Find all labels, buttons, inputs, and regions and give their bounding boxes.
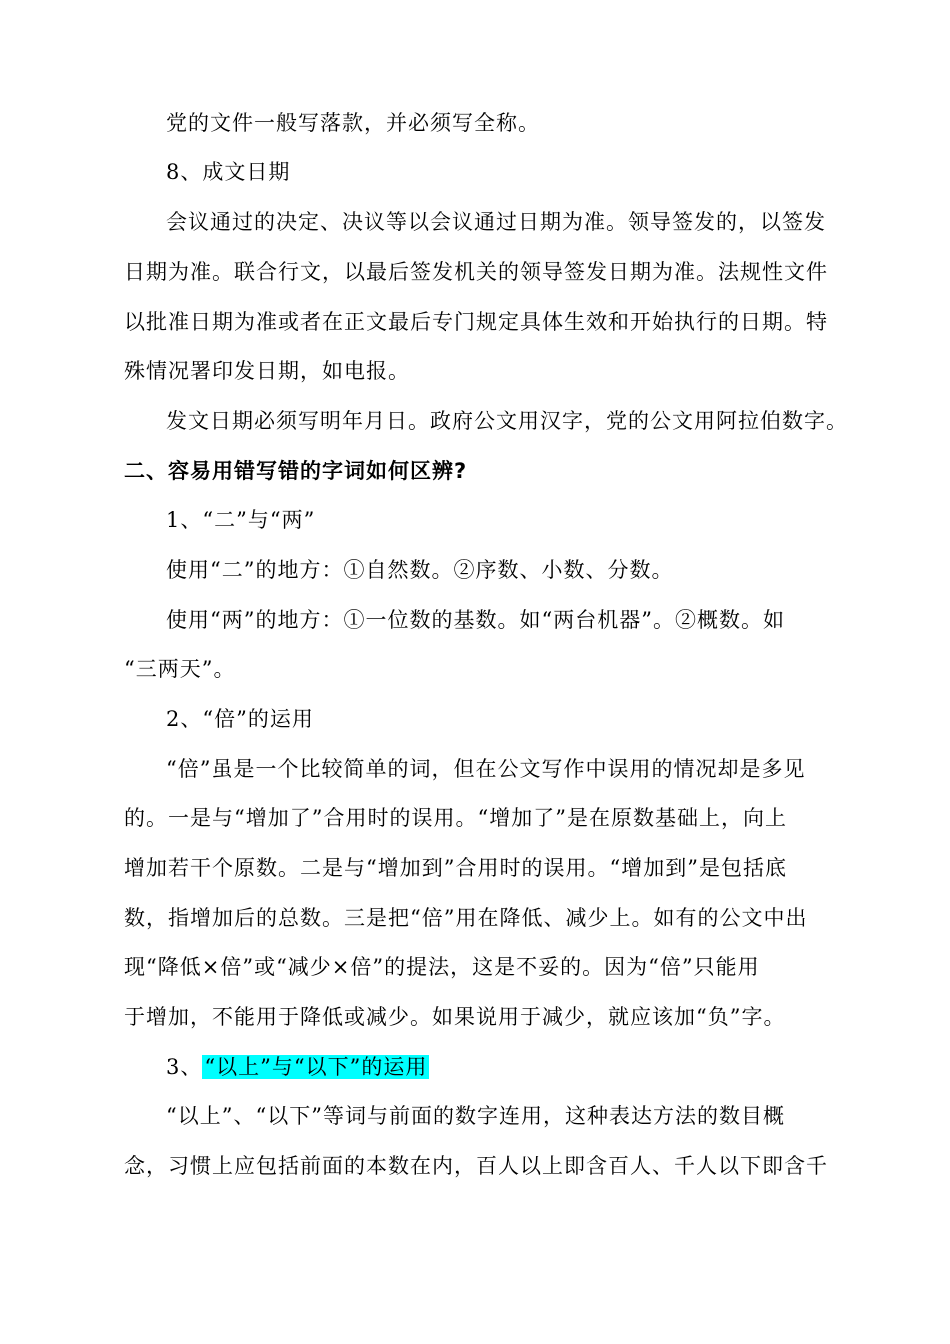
subheading-3 <box>166 1052 856 1082</box>
section-heading-8: 8、成文日期 <box>166 160 291 184</box>
paragraph-line: 发文日期必须写明年月日。政府公文用汉字，党的公文用阿拉伯数字。 <box>166 409 848 433</box>
highlighted-text: “以上”与“以下”的运用 <box>204 1055 428 1079</box>
paragraph-line: “三两天”。 <box>124 657 236 681</box>
subheading-1: 1、“二”与“两” <box>166 508 316 532</box>
paragraph-line: 日期为准。联合行文，以最后签发机关的领导签发日期为准。法规性文件 <box>124 260 828 284</box>
paragraph-line: 的。一是与“增加了”合用时的误用。“增加了”是在原数基础上，向上 <box>124 806 787 830</box>
paragraph-line: 现“降低×倍”或“减少×倍”的提法，这是不妥的。因为“倍”只能用 <box>124 955 760 979</box>
subheading-2: 2、“倍”的运用 <box>166 707 314 731</box>
paragraph-line: 数，指增加后的总数。三是把“倍”用在降低、减少上。如有的公文中出 <box>124 906 808 930</box>
paragraph-line: 增加若干个原数。二是与“增加到”合用时的误用。“增加到”是包括底 <box>124 856 787 880</box>
paragraph-line: “以上”、“以下”等词与前面的数字连用，这种表达方法的数目概 <box>166 1104 785 1128</box>
paragraph-line: 党的文件一般写落款，并必须写全称。 <box>166 111 540 135</box>
paragraph-line: 念，习惯上应包括前面的本数在内，百人以上即含百人、千人以下即含千 <box>124 1154 828 1178</box>
paragraph-line: “倍”虽是一个比较简单的词，但在公文写作中误用的情况却是多见 <box>166 757 806 781</box>
subheading-3-prefix: 3、 <box>166 1055 203 1079</box>
paragraph-line: 于增加，不能用于降低或减少。如果说用于减少，就应该加“负”字。 <box>124 1005 786 1029</box>
paragraph-line: 殊情况署印发日期，如电报。 <box>124 359 410 383</box>
paragraph-line: 会议通过的决定、决议等以会议通过日期为准。领导签发的，以签发 <box>166 210 826 234</box>
paragraph-line: 使用“二”的地方：①自然数。②序数、小数、分数。 <box>166 558 674 582</box>
paragraph-line: 使用“两”的地方：①一位数的基数。如“两台机器”。②概数。如 <box>166 608 785 632</box>
paragraph-line: 以批准日期为准或者在正文最后专门规定具体生效和开始执行的日期。特 <box>124 310 828 334</box>
section-heading-2: 二、容易用错写错的字词如何区辨? <box>124 459 468 483</box>
